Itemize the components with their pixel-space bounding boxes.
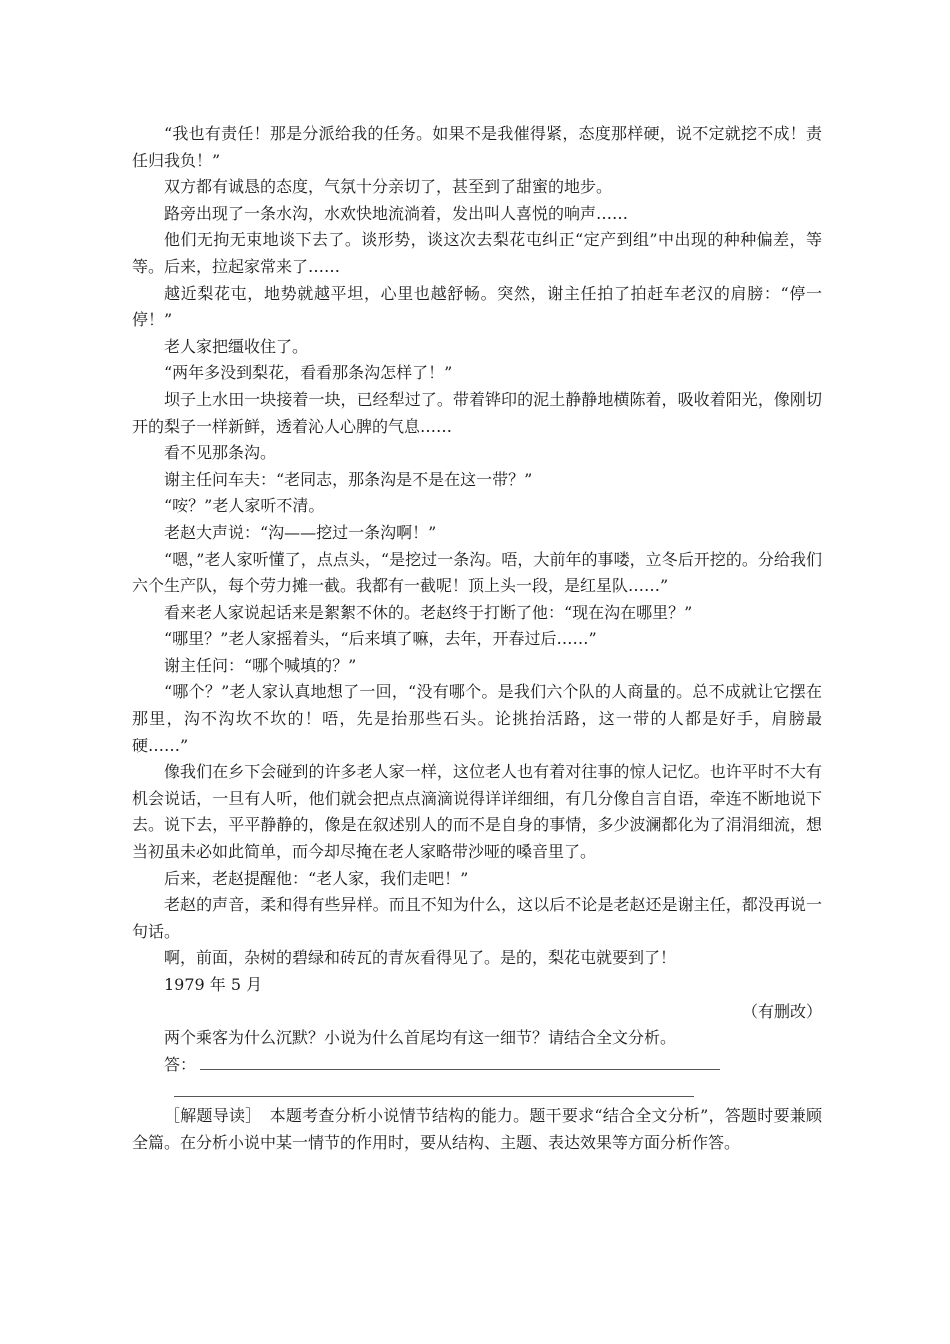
paragraph: 老人家把缰收住了。 xyxy=(164,336,309,356)
paragraph: 啊，前面，杂树的碧绿和砖瓦的青灰看得见了。是的，梨花屯就要到了！ xyxy=(164,948,677,968)
paragraph: “我也有责任！那是分派给我的任务。如果不是我催得紧，态度那样硬，说不定就挖不成！责任归我负！” xyxy=(132,124,822,170)
answer-blank-line[interactable] xyxy=(200,1052,720,1070)
paragraph: “哪里？”老人家摇着头，“后来填了嘛，去年，开春过后……” xyxy=(164,629,597,649)
paragraph: “咹？”老人家听不清。 xyxy=(164,496,325,516)
paragraph: “嗯，”老人家听懂了，点点头，“是挖过一条沟。唔，大前年的事喽，立冬后开挖的。分给我们六个生产队，每个劳力摊一截。我都有一截呢！顶上头一段，是红星队……” xyxy=(132,549,822,596)
article-body xyxy=(132,121,822,1157)
question-text: 两个乘客为什么沉默？小说为什么首尾均有这一细节？请结合全文分析。 xyxy=(164,1028,677,1048)
answer-label: 答： xyxy=(164,1054,197,1074)
paragraph: 老赵大声说：“沟——挖过一条沟啊！” xyxy=(164,522,437,542)
answer-row xyxy=(132,1052,822,1079)
paragraph: 他们无拘无束地谈下去了。谈形势，谈这次去梨花屯纠正“定产到组”中出现的种种偏差，等等。后来，拉起家常来了…… xyxy=(132,230,822,276)
paragraph: 看不见那条沟。 xyxy=(164,443,277,463)
paragraph: 坝子上水田一块接着一块，已经犁过了。带着铧印的泥土静静地横陈着，吸收着阳光，像刚切开的梨子一样新鲜，透着沁人心脾的气息…… xyxy=(132,389,822,436)
paragraph: 谢主任问：“哪个喊填的？” xyxy=(164,655,357,675)
paragraph: 老赵的声音，柔和得有些异样。而且不知为什么，这以后不论是老赵还是谢主任，都没再说一句话。 xyxy=(132,895,822,941)
answer-blank-line-2[interactable] xyxy=(174,1084,694,1097)
paragraph: 谢主任问车夫：“老同志，那条沟是不是在这一带？” xyxy=(164,469,533,489)
paragraph: “哪个？”老人家认真地想了一回，“没有哪个。是我们六个队的人商量的。总不成就让它摆在那里，沟不沟坎不坎的！唔，先是抬那些石头。论挑抬活路，这一带的人都是好手，肩膀最硬……” xyxy=(132,682,822,755)
paragraph: 路旁出现了一条水沟，水欢快地流淌着，发出叫人喜悦的响声…… xyxy=(164,203,629,223)
paragraph: 后来，老赵提醒他：“老人家，我们走吧！” xyxy=(164,868,469,888)
source-note: （有删改） xyxy=(741,1001,822,1021)
paragraph: 双方都有诚恳的态度，气氛十分亲切了，甚至到了甜蜜的地步。 xyxy=(164,177,613,197)
paragraph: 像我们在乡下会碰到的许多老人家一样，这位老人也有着对往事的惊人记忆。也许平时不大有机会说话，一旦有人听，他们就会把点点滴滴说得详详细细，有几分像自言自语，牵连不断地说下去。说下去，平平静静的，像是在叙述别人的而不是自身的事情，多少波澜都化为了涓涓细流，想当初虽未必如此简单，而今却尽掩在老人家略带沙哑的嗓音里了。 xyxy=(132,762,822,862)
paragraph: 越近梨花屯，地势就越平坦，心里也越舒畅。突然，谢主任拍了拍赶车老汉的肩膀：“停一停！” xyxy=(132,283,822,330)
paragraph: 看来老人家说起话来是絮絮不休的。老赵终于打断了他：“现在沟在哪里？” xyxy=(164,602,693,622)
date-line: 1979 年 5 月 xyxy=(164,975,263,994)
paragraph: “两年多没到梨花，看看那条沟怎样了！” xyxy=(164,363,453,383)
solution-guide: ［解题导读］ 本题考查分析小说情节结构的能力。题干要求“结合全文分析”，答题时要兼顾全篇。在分析小说中某一情节的作用时，要从结构、主题、表达效果等方面分析作答。 xyxy=(132,1106,822,1152)
